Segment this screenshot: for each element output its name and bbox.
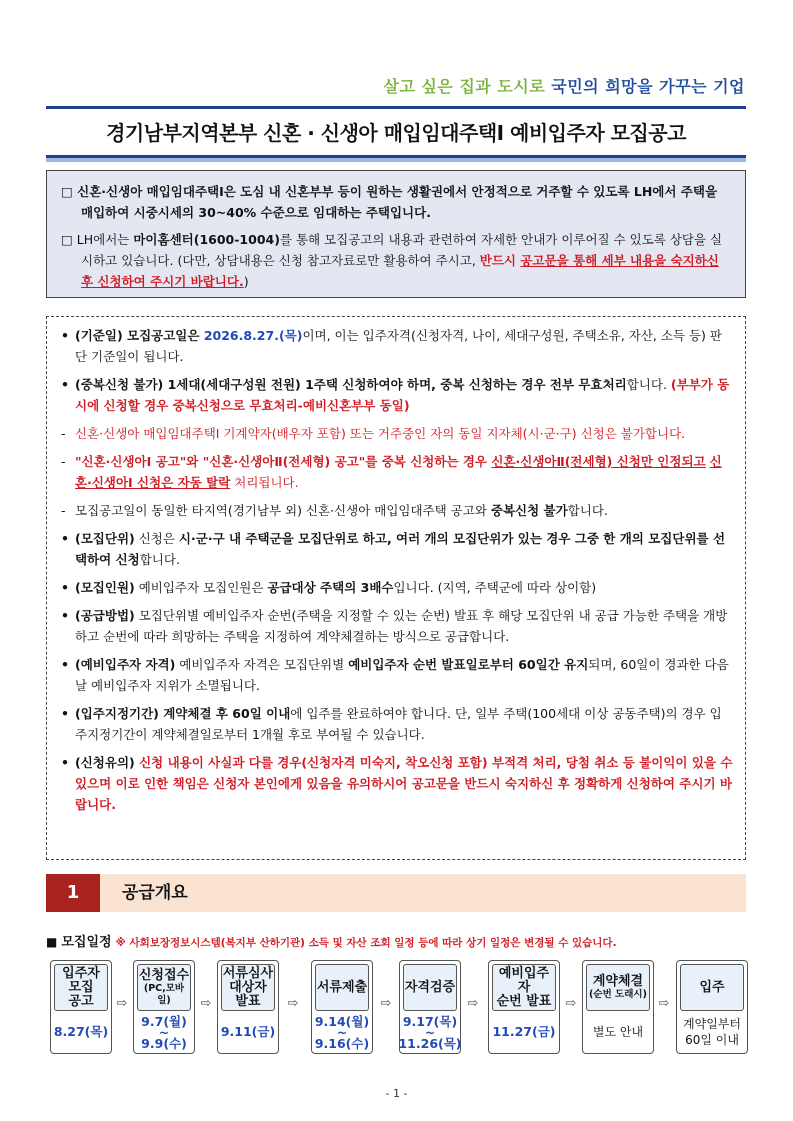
- step-date: [137, 1014, 191, 1050]
- call-center: 마이홈센터(1600-1004): [133, 232, 280, 247]
- notice-text: 신혼·신생아Ⅱ(전세형) 신청만 인정되고: [491, 454, 706, 469]
- notice-text: (모집인원): [75, 580, 135, 595]
- arrow-right-icon: ⇨: [467, 996, 479, 1011]
- notice-item-method: [59, 605, 733, 647]
- notice-text: "신혼·신생아Ⅰ 공고"와 "신혼·신생아Ⅱ(전세형) 공고"를 중복 신청하는 경우: [75, 454, 492, 469]
- schedule-step-announce: [50, 960, 112, 1054]
- arrow-right-icon: ⇨: [200, 996, 212, 1011]
- intro-paragraph-2: [61, 229, 731, 292]
- notice-text: 처리됩니다.: [230, 475, 299, 490]
- step-title-text: 신청접수: [138, 967, 190, 983]
- arrow-right-icon: ⇨: [380, 996, 392, 1011]
- dash: -: [61, 426, 66, 441]
- notice-text: 공급대상 주택의 3배수: [267, 580, 394, 595]
- step-date-text: 9.11(금): [220, 1024, 276, 1039]
- schedule-title: 모집일정: [61, 935, 112, 950]
- step-date: [54, 1014, 108, 1050]
- notice-text: 입니다. (지역, 주택군에 따라 상이함): [393, 580, 597, 595]
- step-title: [492, 964, 556, 1011]
- notice-text: 모집단위별 예비입주자 순번(주택을 지정할 수 있는 순번) 발표 후 해당 모집단위 내 공급 가능한 주택을 개방하고 순번에 따라 희망하는 주택을 지정하여 계약체결하는 방식으로 공급합니다.: [75, 608, 728, 644]
- notice-warning: (부부가 동시에 신청할 경우 중복신청으로 무효처리-예비신혼부부 동일): [75, 377, 730, 413]
- step-title-text: 자격검증: [404, 979, 456, 995]
- step-date-text: 계약일부터 60일 이내: [683, 1017, 741, 1047]
- notice-text: (예비입주자 자격): [75, 657, 176, 672]
- schedule-step-submit: [311, 960, 373, 1054]
- notice-text: 예비입주자 순번 발표일로부터 60일간 유지: [348, 657, 589, 672]
- notice-item-move-in: [59, 703, 733, 745]
- arrow-right-icon: ⇨: [116, 996, 128, 1011]
- step-title: [315, 964, 369, 1011]
- bullet: •: [61, 328, 69, 343]
- announce-date: 2026.8.27.(목): [203, 328, 303, 343]
- notice-text: (기준일) 모집공고일은: [75, 328, 204, 343]
- bullet: •: [61, 377, 69, 392]
- notice-text: 이며, 이는 입주자격(신청자격, 나이, 세대구성원, 주택소유, 자산, 소득 등) 판단 기준일이 됩니다.: [75, 328, 722, 364]
- step-date-text: 9.14(월) ~ 9.16(수): [314, 1013, 370, 1051]
- intro-text-2c: 를 통해 모집공고의 내용과 관련하여 자세한 안내가 이루어질 수 있도록 상담을 실시하고 있습니다. (다만, 상담내용은 신청 참고자료로만 활용하여 주시고,: [81, 232, 723, 268]
- notice-text: (중복신청 불가) 1세대(세대구성원 전원) 1주택 신청하여야 하며, 중복 신청하는 경우 전부 무효처리: [75, 377, 627, 392]
- notice-item-unit: [59, 528, 733, 570]
- notice-sub-2: [59, 451, 733, 493]
- step-subtitle: (PC,모바일): [143, 982, 185, 1006]
- step-title: [680, 964, 744, 1011]
- notice-sub-3: [59, 500, 733, 521]
- square-bullet-icon: ■: [46, 935, 58, 949]
- slogan: [383, 74, 745, 97]
- bullet: •: [61, 580, 69, 595]
- notice-text: 합니다.: [626, 377, 671, 392]
- notice-item-duplicate: [59, 374, 733, 416]
- notice-item-caution: [59, 752, 733, 815]
- schedule-step-apply: [133, 960, 195, 1054]
- dash: -: [61, 503, 66, 518]
- step-title-text: 계약체결: [592, 973, 644, 989]
- section-number: 1: [46, 874, 100, 912]
- notice-sub-1: [59, 423, 733, 444]
- step-date: [398, 1013, 462, 1051]
- notice-text: (공급방법): [75, 608, 135, 623]
- notice-text: 예비입주자 모집인원은: [134, 580, 268, 595]
- step-date: [586, 1014, 650, 1050]
- step-date: [680, 1014, 744, 1050]
- notice-text: 중복신청 불가: [490, 503, 568, 518]
- notice-item-eligibility: [59, 654, 733, 696]
- slogan-part-2: 국민의 희망을 가꾸는 기업: [551, 77, 745, 96]
- notice-text: 에 입주를 완료하여야 합니다. 단, 일부 주택(100세대 이상 공동주택)의 경우 입주지정기간이 계약체결일로부터 1개월 후로 부여될 수 있습니다.: [75, 706, 722, 742]
- schedule-step-verify: [399, 960, 461, 1054]
- bullet: •: [61, 706, 69, 721]
- step-title: [221, 964, 275, 1011]
- schedule-step-contract: [582, 960, 654, 1054]
- intro-warning-a: 반드시: [479, 253, 521, 268]
- step-date-text: 8.27(목): [53, 1024, 109, 1039]
- notice-text: 되며, 60일이 경과한 다음 날 예비입주자 지위가 소멸됩니다.: [75, 657, 729, 693]
- notice-text: 신청은: [134, 531, 179, 546]
- step-date: [315, 1014, 369, 1050]
- schedule-step-move-in: [676, 960, 748, 1054]
- step-title-text: 입주: [699, 979, 725, 995]
- section-header: [46, 874, 746, 912]
- step-title: [586, 964, 650, 1011]
- schedule-note: ※ 사회보장정보시스템(복지부 산하기관) 소득 및 자산 조회 일정 등에 따라 상기 일정은 변경될 수 있습니다.: [115, 937, 617, 949]
- notice-item-base-date: [59, 325, 733, 367]
- notice-text: (신청유의): [75, 755, 135, 770]
- notice-text: (모집단위): [75, 531, 135, 546]
- step-date-text: 별도 안내: [592, 1025, 644, 1039]
- notice-item-count: [59, 577, 733, 598]
- bullet: •: [61, 608, 69, 623]
- notice-text: 시·군·구 내 주택군을 모집단위로 하고, 여러 개의 모집단위가 있는 경우 그중 한 개의 모집단위를 선택하여 신청: [75, 531, 726, 567]
- step-title-text: 서류심사 대상자 발표: [222, 965, 274, 1009]
- step-date-text: 9.17(목) ~ 11.26(목): [398, 1013, 462, 1051]
- step-title: [54, 964, 108, 1011]
- intro-text-2f: ): [243, 274, 249, 289]
- notice-warning: 신청 내용이 사실과 다를 경우(신청자격 미숙지, 착오신청 포함) 부적격 처리, 당첨 취소 등 불이익이 있을 수 있으며 이로 인한 책임은 신청자 본인에게 있음을 유의하시어 공고문을 반드시 숙지하신 후 정확하게 신청하여 주시기 바랍니다.: [75, 755, 733, 812]
- arrow-right-icon: ⇨: [658, 996, 670, 1011]
- dash: -: [61, 454, 66, 469]
- step-date-text: 9.7(월) ~ 9.9(수): [141, 1013, 187, 1051]
- notice-text: (입주지정기간) 계약체결 후 60일 이내: [75, 706, 291, 721]
- intro-paragraph-1: [61, 181, 731, 223]
- step-date: [221, 1014, 275, 1050]
- bullet: •: [61, 755, 69, 770]
- step-title-text: 예비입주자 순번 발표: [496, 965, 552, 1009]
- step-date-text: 11.27(금): [492, 1024, 556, 1039]
- notice-text: 모집공고일이 동일한 타지역(경기남부 외) 신혼·신생아 매입임대주택 공고와: [75, 503, 491, 518]
- bullet: •: [61, 657, 69, 672]
- step-title-text: 서류제출: [316, 979, 368, 995]
- page-number: - 1 -: [385, 1087, 408, 1100]
- schedule-step-review: [217, 960, 279, 1054]
- arrow-right-icon: ⇨: [287, 996, 299, 1011]
- step-date: [492, 1014, 556, 1050]
- intro-warning-b: 공고문을 통해 세부 내용을 숙지하신 후 신청하여 주시기 바랍니다.: [81, 253, 719, 289]
- intro-text-2a: □ LH에서는: [61, 232, 134, 247]
- notice-text: 신혼·신생아 매입임대주택Ⅰ 기계약자(배우자 포함) 또는 거주중인 자의 동일 지자체(시·군·구) 신청은 불가합니다.: [75, 426, 686, 441]
- step-title: [137, 964, 191, 1011]
- section-title: 공급개요: [122, 883, 188, 903]
- notice-text: 합니다.: [567, 503, 608, 518]
- title-bar: [46, 106, 746, 158]
- notice-text: 신혼·신생아Ⅰ 신청은 자동 탈락: [75, 454, 722, 490]
- intro-box: [46, 170, 746, 298]
- notice-text: 합니다.: [139, 552, 180, 567]
- page-title: 경기남부지역본부 신혼 · 신생아 매입임대주택Ⅰ 예비입주자 모집공고: [106, 121, 686, 145]
- schedule-step-ranking: [488, 960, 560, 1054]
- notice-box: [46, 316, 746, 860]
- step-subtitle: (순번 도래시): [589, 988, 647, 1000]
- intro-text-1: □ 신혼·신생아 매입임대주택Ⅰ은 도심 내 신혼부부 등이 원하는 생활권에서 안정적으로 거주할 수 있도록 LH에서 주택을 매입하여 시중시세의 30~40% 수준으로 임대하는 주택입니다.: [61, 184, 718, 220]
- schedule-heading: [46, 931, 766, 950]
- bullet: •: [61, 531, 69, 546]
- step-title-text: 입주자 모집 공고: [62, 965, 100, 1009]
- slogan-part-1: 살고 싶은 집과 도시로: [383, 77, 546, 96]
- step-title: [403, 964, 457, 1011]
- notice-text: 예비입주자 자격은 모집단위별: [175, 657, 349, 672]
- arrow-right-icon: ⇨: [565, 996, 577, 1011]
